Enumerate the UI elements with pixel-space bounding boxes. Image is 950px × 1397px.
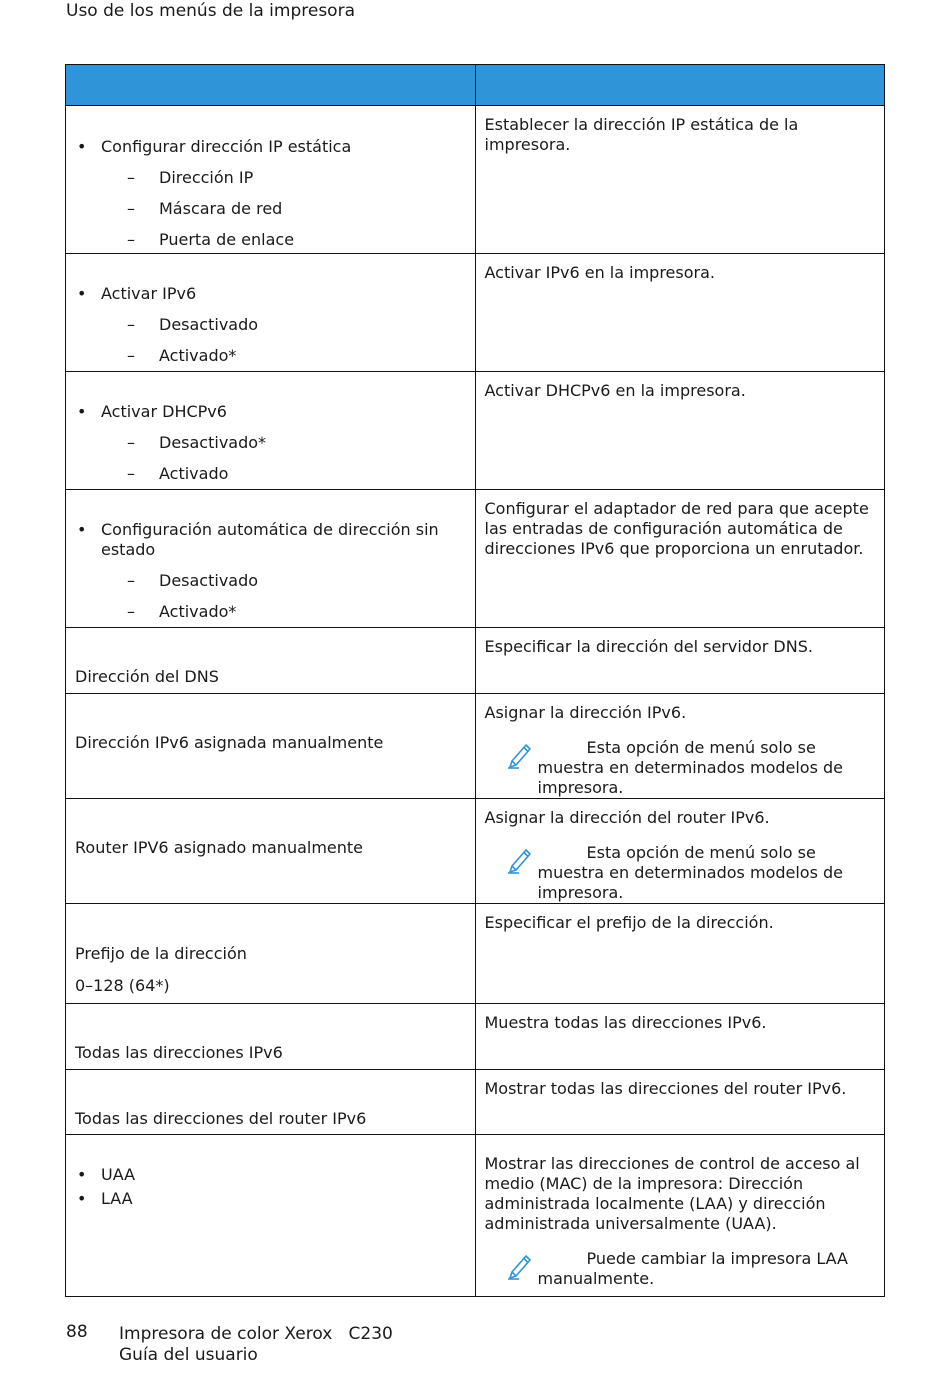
- menu-item-cell: [66, 490, 476, 628]
- table-row: [66, 372, 885, 490]
- table-row: [66, 628, 885, 694]
- menu-item-cell: [66, 694, 476, 799]
- note: [485, 843, 876, 903]
- description-cell: [475, 1004, 885, 1070]
- running-header: Uso de los menús de la impresora: [66, 1, 355, 21]
- footer-guide: Guía del usuario: [119, 1345, 258, 1365]
- description-text: Activar IPv6 en la impresora.: [484, 263, 715, 282]
- pencil-note-icon: [505, 1250, 535, 1280]
- description-cell: [475, 628, 885, 694]
- description-text: Activar DHCPv6 en la impresora.: [484, 381, 746, 400]
- menu-sub-item: – Activado: [101, 464, 466, 484]
- menu-item: • Activar IPv6 – Desactivado – Activado*: [75, 284, 466, 366]
- description-cell: [475, 372, 885, 490]
- menu-item: Dirección IPv6 asignada manualmente: [75, 733, 384, 752]
- menu-item: • Configuración automática de dirección sin estado – Desactivado – Activado*: [75, 520, 466, 622]
- description-text: Especificar el prefijo de la dirección.: [484, 913, 774, 932]
- table-row: [66, 694, 885, 799]
- description-text: Mostrar todas las direcciones del router IPv6.: [484, 1079, 847, 1098]
- menu-sub-item: – Máscara de red: [101, 199, 466, 219]
- description-cell: [475, 904, 885, 1004]
- menu-item-cell: [66, 106, 476, 254]
- menu-item-cell: [66, 372, 476, 490]
- table-header-cell-right: [475, 65, 885, 106]
- footer-product: Impresora de color Xerox C230: [119, 1324, 393, 1344]
- menu-item-cell: [66, 904, 476, 1004]
- menu-item-cell: [66, 799, 476, 904]
- menu-item-cell: [66, 628, 476, 694]
- menu-item: Prefijo de la dirección: [75, 944, 247, 963]
- table-row: [66, 1004, 885, 1070]
- menu-item: • LAA: [75, 1189, 466, 1209]
- note-text: Esta opción de menú solo se muestra en determinados modelos de impresora.: [537, 738, 844, 797]
- table-row: [66, 254, 885, 372]
- table-row: [66, 1135, 885, 1297]
- table-row: [66, 106, 885, 254]
- menu-sub-item: – Dirección IP: [101, 168, 466, 188]
- description-cell: [475, 106, 885, 254]
- table-header-cell-left: [66, 65, 476, 106]
- menu-item: Dirección del DNS: [75, 667, 219, 686]
- table-row: [66, 799, 885, 904]
- description-text: Asignar la dirección del router IPv6.: [484, 808, 770, 827]
- note-text: Puede cambiar la impresora LAA manualmente.: [537, 1249, 848, 1288]
- menu-item: Router IPV6 asignado manualmente: [75, 838, 364, 857]
- menu-item-cell: [66, 254, 476, 372]
- description-cell: [475, 694, 885, 799]
- menu-table: [65, 64, 885, 1297]
- menu-sub-item: – Desactivado: [101, 315, 466, 335]
- description-text: Especificar la dirección del servidor DNS.: [484, 637, 813, 656]
- menu-item-cell: [66, 1004, 476, 1070]
- menu-item: • Configurar dirección IP estática – Dirección IP – Máscara de red – Puerta de enlace: [75, 137, 466, 250]
- description-text: Muestra todas las direcciones IPv6.: [484, 1013, 767, 1032]
- description-cell: [475, 254, 885, 372]
- menu-sub-list: [101, 571, 466, 622]
- description-text: Mostrar las direcciones de control de acceso al medio (MAC) de la impresora: Dirección administrada localmente (LAA) y dirección administrada universalmente (UAA).: [484, 1154, 860, 1233]
- description-cell: [475, 799, 885, 904]
- description-cell: [475, 1135, 885, 1297]
- note-text: Esta opción de menú solo se muestra en determinados modelos de impresora.: [537, 843, 844, 902]
- menu-sub-list: [101, 315, 466, 366]
- description-text: Establecer la dirección IP estática de la impresora.: [484, 115, 799, 154]
- table-header-row: [66, 65, 885, 106]
- menu-sub-list: [101, 168, 466, 250]
- table-row: [66, 1070, 885, 1135]
- description-text: Configurar el adaptador de red para que acepte las entradas de configuración automática de direcciones IPv6 que proporciona un enrutador.: [484, 499, 869, 558]
- menu-sub-item: – Desactivado: [101, 571, 466, 591]
- menu-item: • Activar DHCPv6 – Desactivado* – Activado: [75, 402, 466, 484]
- menu-item: Todas las direcciones IPv6: [75, 1043, 283, 1062]
- footer-title: [119, 1324, 393, 1366]
- description-cell: [475, 1070, 885, 1135]
- menu-item-cell: [66, 1070, 476, 1135]
- menu-item-value: 0–128 (64*): [75, 976, 170, 995]
- menu-sub-item: – Desactivado*: [101, 433, 466, 453]
- description-text: Asignar la dirección IPv6.: [484, 703, 687, 722]
- description-cell: [475, 490, 885, 628]
- menu-sub-item: – Activado*: [101, 346, 466, 366]
- menu-item-list: [75, 1135, 466, 1209]
- menu-sub-item: – Activado*: [101, 602, 466, 622]
- menu-item: • UAA: [75, 1165, 466, 1185]
- page-number: 88: [66, 1322, 88, 1342]
- menu-item-cell: [66, 1135, 476, 1297]
- pencil-note-icon: [505, 739, 535, 769]
- menu-item: Todas las direcciones del router IPv6: [75, 1109, 367, 1128]
- menu-sub-item: – Puerta de enlace: [101, 230, 466, 250]
- table-row: [66, 490, 885, 628]
- note: [485, 1249, 876, 1289]
- note: [485, 738, 876, 798]
- table-row: [66, 904, 885, 1004]
- pencil-note-icon: [505, 844, 535, 874]
- menu-sub-list: [101, 433, 466, 484]
